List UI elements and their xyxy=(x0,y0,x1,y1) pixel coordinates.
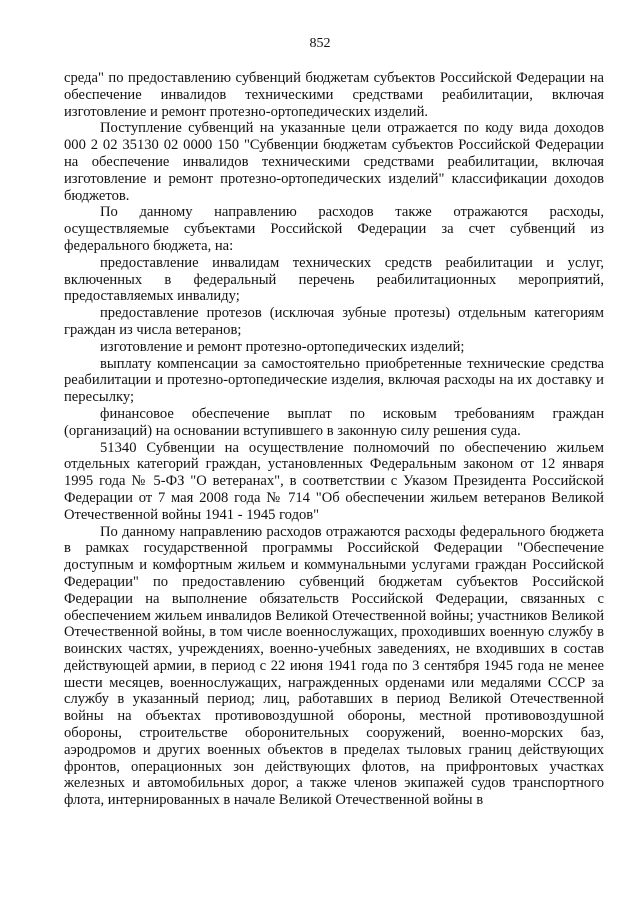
document-body xyxy=(64,70,604,809)
paragraph-code-51340: 51340 Субвенции на осуществление полномочий по обеспечению жильем отдельных категорий граждан, установленных Федеральным законом от 12 января 1995 года № 5-ФЗ "О ветеранах", в соответствии с Указом Президента Российской Федерации от 7 мая 2008 года № 714 "Об обеспечении жильем ветеранов Великой Отечественной войны 1941 - 1945 годов" xyxy=(64,439,604,523)
list-item-court-claims: финансовое обеспечение выплат по исковым требованиям граждан (организаций) на основании вступившего в законную силу решения суда. xyxy=(64,405,604,439)
list-item-compensation: выплату компенсации за самостоятельно приобретенные технические средства реабилитации и протезно-ортопедические изделия, включая расходы на их доставку и пересылку; xyxy=(64,355,604,406)
page-number: 852 xyxy=(309,36,331,51)
list-item-rehab-means: предоставление инвалидам технических средств реабилитации и услуг, включенных в федеральный перечень реабилитационных мероприятий, предоставляемых инвалиду; xyxy=(64,254,604,305)
list-item-manufacture-repair: изготовление и ремонт протезно-ортопедических изделий; xyxy=(100,338,465,355)
paragraph-expenses-intro: По данному направлению расходов также отражаются расходы, осуществляемые субъектами Российской Федерации за счет субвенций из федерального бюджета, на: xyxy=(64,204,604,254)
list-item-prostheses: предоставление протезов (исключая зубные протезы) отдельным категориям граждан из числа ветеранов; xyxy=(64,305,604,338)
paragraph-housing-veterans: По данному направлению расходов отражаются расходы федерального бюджета в рамках государственной программы Российской Федерации "Обеспечение доступным и комфортным жильем и коммунальными услугами граждан Российской Федерации" по предоставлению субвенций бюджетам субъектов Российской Федерации на выполнение обязательств Российской Федерации, связанных с обеспечением жильем инвалидов Великой Отечественной войны; участников Великой Отечественной войны, в том числе военнослужащих, проходивших военную службу в воинских частях, учреждениях, военно-учебных заведениях, не входивших в состав действующей армии, в период с 22 июня 1941 года по 3 сентября 1945 года не менее шести месяцев, военнослужащих, награжденных орденами или медалями СССР за службу в указанный период; лиц, работавших в период Великой Отечественной войны на объектах противовоздушной обороны, местной противовоздушной обороны, строительстве оборонительных сооружений, военно-морских баз, аэродромов и других военных объектов в пределах тыловых границ действующих фронтов, операционных зон действующих флотов, на прифронтовых участках железных и автомобильных дорог, а также членов экипажей судов транспортного флота, интернированных в начале Великой Отечественной войны в xyxy=(64,523,604,809)
paragraph-continuation: среда" по предоставлению субвенций бюджетам субъектов Российской Федерации на обеспечение инвалидов техническими средствами реабилитации, включая изготовление и ремонт протезно-ортопедических изделий. xyxy=(64,70,604,120)
paragraph-revenue-code: Поступление субвенций на указанные цели отражается по коду вида доходов 000 2 02 35130 02 0000 150 "Субвенции бюджетам субъектов Российской Федерации на обеспечение инвалидов техническими средствами реабилитации, включая изготовление и ремонт протезно-ортопедических изделий" классификации доходов бюджетов. xyxy=(64,120,604,204)
